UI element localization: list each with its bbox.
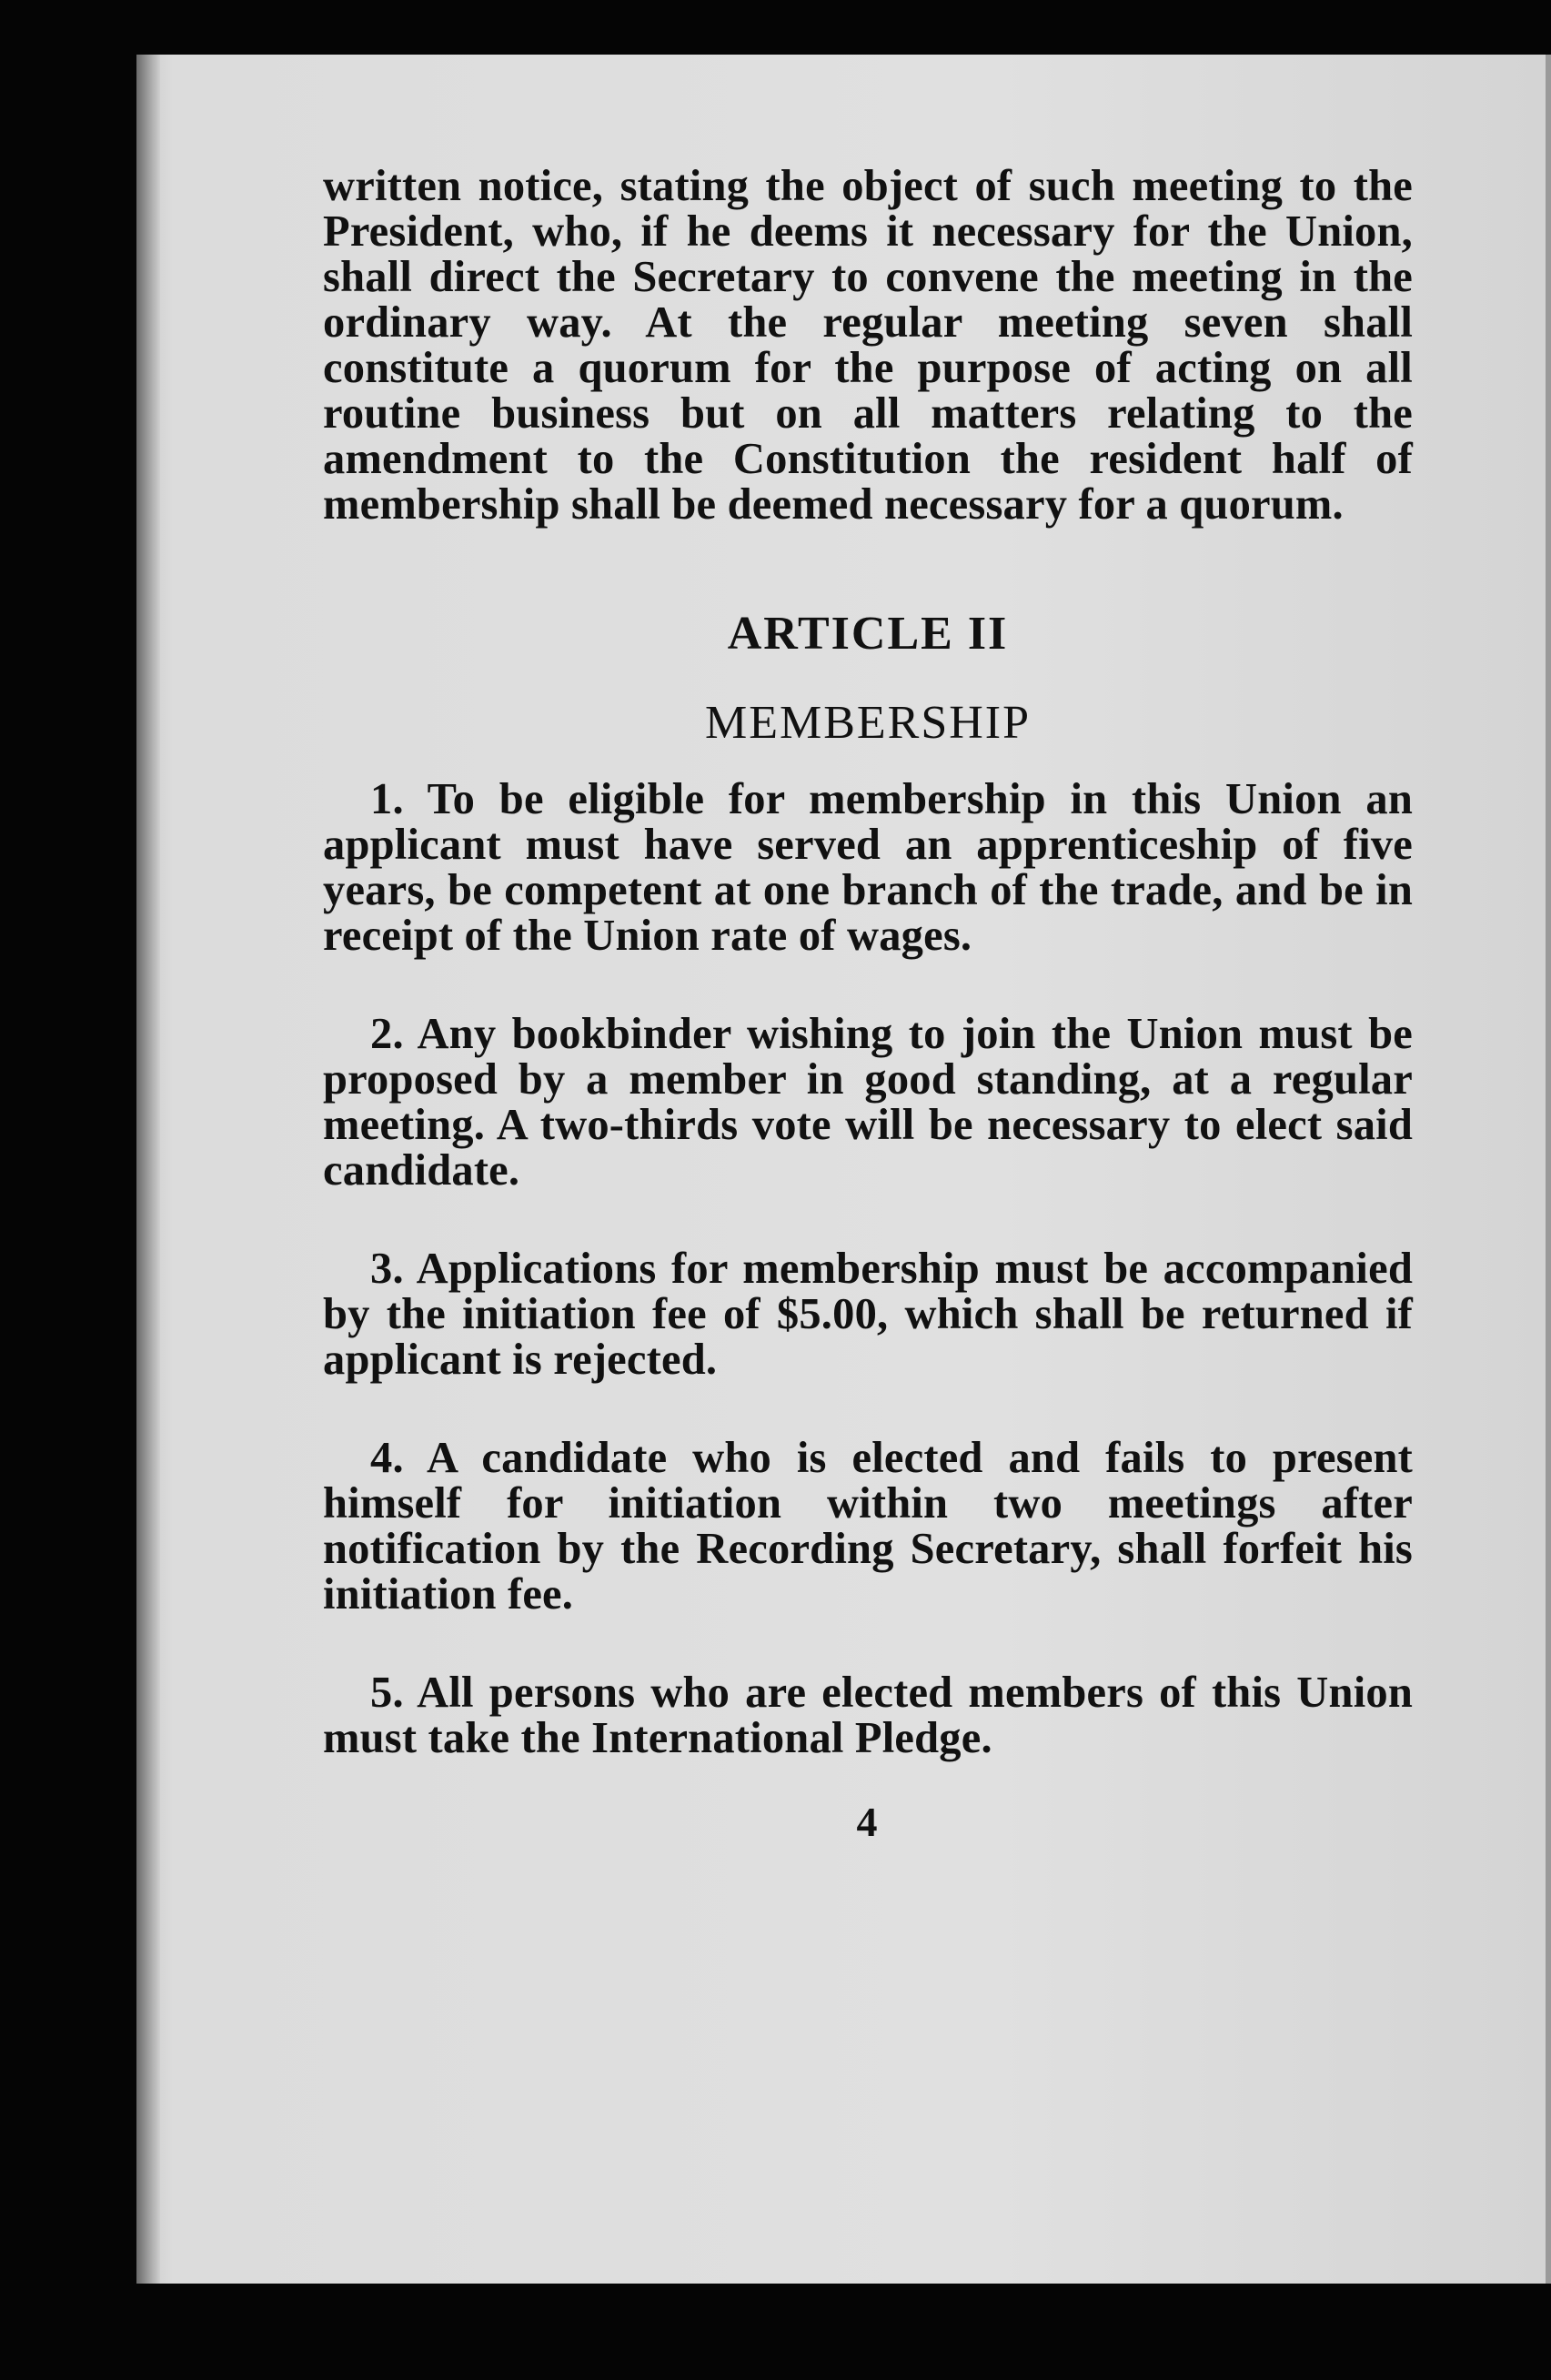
membership-clause-5: 5. All persons who are elected members of this Union must take the International Pledge.	[323, 1669, 1413, 1762]
membership-clause-2: 2. Any bookbinder wishing to join the Union must be proposed by a member in good standing, at a regular meeting. A two-thirds vote will be necessary to elect said candidate.	[323, 1010, 1413, 1195]
article-heading: ARTICLE II	[727, 608, 1009, 660]
opening-paragraph: written notice, stating the object of such meeting to the President, who, if he deems it necessary for the Union, shall direct the Secretary to convene the meeting in the ordinary way. At the regular meeting seven shall constitute a quorum for the purpose of acting on all routine business but on all matters relating to the amendment to the Constitution the resident half of membership shall be deemed necessary for a quorum.	[323, 162, 1413, 529]
membership-clause-1: 1. To be eligible for membership in this Union an applicant must have served an apprenticeship of five years, be competent at one branch of the trade, and be in receipt of the Union rate of wages.	[323, 775, 1413, 960]
membership-clause-3: 3. Applications for membership must be accompanied by the initiation fee of $5.00, which shall be returned if applicant is rejected.	[323, 1245, 1413, 1384]
page-number: 4	[856, 1799, 880, 1845]
page-text-block	[323, 164, 1413, 1845]
page-spine-shadow	[136, 55, 160, 2284]
page-right-edge	[1546, 55, 1551, 2284]
membership-clause-4: 4. A candidate who is elected and fails to present himself for initiation within two meetings after notification by the Recording Secretary, shall forfeit his initiation fee.	[323, 1434, 1413, 1619]
section-heading: MEMBERSHIP	[704, 697, 1032, 749]
